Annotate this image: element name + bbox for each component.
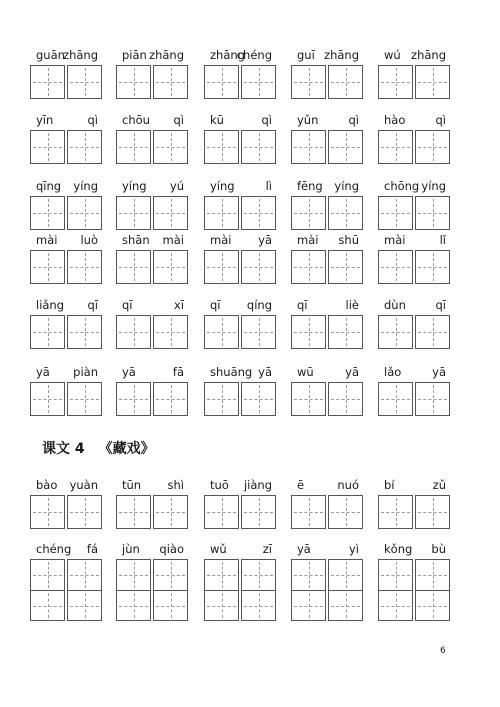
character-box[interactable] bbox=[30, 559, 65, 590]
pinyin-syllable: mài bbox=[210, 233, 232, 247]
character-box[interactable] bbox=[291, 130, 326, 164]
writing-boxes bbox=[378, 250, 450, 284]
page-number: 6 bbox=[440, 646, 446, 656]
pinyin-label bbox=[30, 477, 102, 493]
pinyin-label bbox=[378, 112, 450, 128]
writing-boxes bbox=[30, 495, 102, 529]
character-box[interactable] bbox=[415, 196, 450, 230]
character-box[interactable] bbox=[415, 382, 450, 416]
pinyin-label bbox=[378, 541, 450, 557]
character-box[interactable] bbox=[116, 559, 151, 590]
character-box[interactable] bbox=[153, 382, 188, 416]
character-box[interactable] bbox=[153, 65, 188, 99]
writing-boxes bbox=[291, 65, 363, 99]
character-box[interactable] bbox=[378, 495, 413, 529]
pinyin-label bbox=[30, 232, 102, 248]
writing-boxes bbox=[116, 495, 188, 529]
pinyin-syllable: mài bbox=[384, 233, 406, 247]
character-box[interactable] bbox=[116, 495, 151, 529]
pinyin-syllable: yíng bbox=[122, 179, 147, 193]
writing-boxes bbox=[204, 196, 276, 230]
pinyin-syllable: dùn bbox=[384, 298, 406, 312]
character-box[interactable] bbox=[153, 590, 188, 621]
pinyin-syllable: qī bbox=[297, 298, 308, 312]
pinyin-label bbox=[378, 178, 450, 194]
pinyin-syllable: shū bbox=[338, 233, 359, 247]
character-box[interactable] bbox=[378, 315, 413, 349]
pinyin-syllable: chéng bbox=[236, 48, 272, 62]
pinyin-syllable: yì bbox=[348, 542, 359, 556]
pinyin-syllable: jiàng bbox=[243, 478, 272, 492]
pinyin-syllable: qì bbox=[435, 113, 446, 127]
character-box[interactable] bbox=[67, 590, 102, 621]
writing-boxes bbox=[116, 65, 188, 99]
pinyin-syllable: wǔ bbox=[210, 542, 227, 556]
writing-boxes bbox=[30, 315, 102, 349]
writing-boxes bbox=[204, 559, 276, 621]
pinyin-label bbox=[30, 541, 102, 557]
pinyin-syllable: qī bbox=[122, 298, 133, 312]
pinyin-label bbox=[116, 112, 188, 128]
pinyin-syllable: wú bbox=[384, 48, 401, 62]
pinyin-syllable: qī bbox=[87, 298, 98, 312]
writing-boxes bbox=[378, 130, 450, 164]
pinyin-syllable: bí bbox=[384, 478, 395, 492]
pinyin-syllable: lǐ bbox=[439, 233, 446, 247]
character-box[interactable] bbox=[415, 315, 450, 349]
pinyin-label bbox=[116, 178, 188, 194]
character-box[interactable] bbox=[328, 196, 363, 230]
writing-boxes bbox=[116, 196, 188, 230]
pinyin-label bbox=[204, 541, 276, 557]
writing-boxes bbox=[116, 382, 188, 416]
writing-boxes bbox=[116, 130, 188, 164]
pinyin-syllable: yíng bbox=[421, 179, 446, 193]
writing-boxes bbox=[204, 382, 276, 416]
writing-boxes bbox=[291, 495, 363, 529]
character-box[interactable] bbox=[116, 590, 151, 621]
character-box[interactable] bbox=[328, 559, 363, 590]
writing-boxes bbox=[204, 250, 276, 284]
pinyin-syllable: yā bbox=[345, 365, 359, 379]
pinyin-label bbox=[30, 297, 102, 313]
character-box[interactable] bbox=[153, 196, 188, 230]
character-box[interactable] bbox=[116, 65, 151, 99]
character-box[interactable] bbox=[67, 315, 102, 349]
character-box[interactable] bbox=[328, 65, 363, 99]
pinyin-label bbox=[116, 541, 188, 557]
pinyin-label bbox=[291, 541, 363, 557]
pinyin-label bbox=[291, 477, 363, 493]
character-box[interactable] bbox=[116, 250, 151, 284]
writing-boxes bbox=[291, 130, 363, 164]
pinyin-syllable: guī bbox=[297, 48, 315, 62]
character-box[interactable] bbox=[204, 196, 239, 230]
writing-boxes bbox=[291, 250, 363, 284]
character-box[interactable] bbox=[328, 495, 363, 529]
character-box[interactable] bbox=[67, 130, 102, 164]
pinyin-syllable: yíng bbox=[73, 179, 98, 193]
pinyin-syllable: yā bbox=[36, 365, 50, 379]
pinyin-syllable: mài bbox=[297, 233, 319, 247]
pinyin-syllable: chōng bbox=[384, 179, 420, 193]
character-box[interactable] bbox=[291, 250, 326, 284]
character-box[interactable] bbox=[328, 130, 363, 164]
character-box[interactable] bbox=[204, 559, 239, 590]
pinyin-label bbox=[291, 112, 363, 128]
section-heading bbox=[42, 440, 155, 458]
pinyin-syllable: yíng bbox=[210, 179, 235, 193]
character-box[interactable] bbox=[378, 196, 413, 230]
character-box[interactable] bbox=[241, 65, 276, 99]
pinyin-syllable: yā bbox=[258, 365, 272, 379]
lesson-number: 课文 4 bbox=[42, 441, 85, 457]
character-box[interactable] bbox=[153, 315, 188, 349]
pinyin-syllable: qī bbox=[435, 298, 446, 312]
pinyin-syllable: lì bbox=[265, 179, 272, 193]
pinyin-syllable: shān bbox=[122, 233, 150, 247]
pinyin-syllable: kǒng bbox=[384, 542, 413, 556]
character-box[interactable] bbox=[378, 559, 413, 590]
writing-boxes bbox=[30, 196, 102, 230]
character-box[interactable] bbox=[378, 382, 413, 416]
character-box[interactable] bbox=[378, 590, 413, 621]
pinyin-label bbox=[204, 477, 276, 493]
character-box[interactable] bbox=[241, 250, 276, 284]
character-box[interactable] bbox=[291, 590, 326, 621]
pinyin-label bbox=[116, 364, 188, 380]
character-box[interactable] bbox=[204, 65, 239, 99]
character-box[interactable] bbox=[67, 65, 102, 99]
character-box[interactable] bbox=[204, 590, 239, 621]
character-box[interactable] bbox=[153, 250, 188, 284]
character-box[interactable] bbox=[241, 559, 276, 590]
pinyin-syllable: piàn bbox=[73, 365, 98, 379]
pinyin-syllable: yíng bbox=[334, 179, 359, 193]
character-box[interactable] bbox=[204, 315, 239, 349]
pinyin-syllable: fēng bbox=[297, 179, 323, 193]
pinyin-syllable: kū bbox=[210, 113, 224, 127]
pinyin-syllable: mài bbox=[162, 233, 184, 247]
pinyin-label bbox=[116, 47, 188, 63]
pinyin-syllable: yā bbox=[432, 365, 446, 379]
writing-boxes bbox=[204, 65, 276, 99]
character-box[interactable] bbox=[291, 559, 326, 590]
character-box[interactable] bbox=[30, 196, 65, 230]
pinyin-syllable: fá bbox=[86, 542, 98, 556]
pinyin-syllable: hào bbox=[384, 113, 406, 127]
pinyin-label bbox=[116, 477, 188, 493]
character-box[interactable] bbox=[153, 559, 188, 590]
character-box[interactable] bbox=[328, 382, 363, 416]
pinyin-syllable: qīng bbox=[36, 179, 62, 193]
pinyin-syllable: yā bbox=[297, 542, 311, 556]
pinyin-syllable: qíng bbox=[246, 298, 272, 312]
character-box[interactable] bbox=[153, 495, 188, 529]
pinyin-syllable: yuàn bbox=[69, 478, 98, 492]
character-box[interactable] bbox=[30, 250, 65, 284]
pinyin-label bbox=[378, 477, 450, 493]
pinyin-syllable: shuāng bbox=[210, 365, 253, 379]
character-box[interactable] bbox=[67, 250, 102, 284]
pinyin-syllable: bù bbox=[431, 542, 446, 556]
pinyin-label bbox=[378, 47, 450, 63]
character-box[interactable] bbox=[30, 315, 65, 349]
character-box[interactable] bbox=[241, 130, 276, 164]
pinyin-syllable: zhāng bbox=[210, 48, 245, 62]
character-box[interactable] bbox=[30, 495, 65, 529]
pinyin-syllable: xī bbox=[173, 298, 184, 312]
character-box[interactable] bbox=[378, 130, 413, 164]
character-box[interactable] bbox=[241, 382, 276, 416]
character-box[interactable] bbox=[291, 315, 326, 349]
character-box[interactable] bbox=[116, 382, 151, 416]
character-box[interactable] bbox=[116, 315, 151, 349]
pinyin-syllable: yǔn bbox=[297, 113, 319, 127]
character-box[interactable] bbox=[241, 590, 276, 621]
pinyin-label bbox=[378, 232, 450, 248]
character-box[interactable] bbox=[291, 495, 326, 529]
pinyin-syllable: tūn bbox=[122, 478, 142, 492]
pinyin-syllable: zhāng bbox=[411, 48, 446, 62]
pinyin-syllable: mài bbox=[36, 233, 58, 247]
pinyin-syllable: liè bbox=[345, 298, 359, 312]
pinyin-label bbox=[378, 297, 450, 313]
character-box[interactable] bbox=[67, 382, 102, 416]
pinyin-label bbox=[204, 297, 276, 313]
character-box[interactable] bbox=[116, 130, 151, 164]
pinyin-syllable: zǔ bbox=[432, 478, 446, 492]
pinyin-syllable: lǎo bbox=[384, 365, 402, 379]
writing-boxes bbox=[204, 315, 276, 349]
pinyin-syllable: qì bbox=[348, 113, 359, 127]
pinyin-label bbox=[30, 178, 102, 194]
character-box[interactable] bbox=[204, 250, 239, 284]
pinyin-syllable: nuó bbox=[337, 478, 359, 492]
pinyin-label bbox=[378, 364, 450, 380]
pinyin-syllable: chéng bbox=[36, 542, 72, 556]
writing-boxes bbox=[378, 559, 450, 621]
pinyin-label bbox=[291, 364, 363, 380]
character-box[interactable] bbox=[328, 590, 363, 621]
pinyin-syllable: shì bbox=[167, 478, 184, 492]
pinyin-syllable: qiào bbox=[159, 542, 184, 556]
writing-boxes bbox=[30, 559, 102, 621]
character-box[interactable] bbox=[291, 65, 326, 99]
pinyin-syllable: chōu bbox=[122, 113, 150, 127]
pinyin-label bbox=[291, 232, 363, 248]
character-box[interactable] bbox=[291, 196, 326, 230]
pinyin-syllable: zhāng bbox=[63, 48, 98, 62]
pinyin-label bbox=[204, 112, 276, 128]
pinyin-syllable: qī bbox=[210, 298, 221, 312]
character-box[interactable] bbox=[378, 250, 413, 284]
character-box[interactable] bbox=[204, 495, 239, 529]
pinyin-syllable: zhāng bbox=[324, 48, 359, 62]
pinyin-label bbox=[291, 47, 363, 63]
writing-boxes bbox=[116, 250, 188, 284]
character-box[interactable] bbox=[204, 130, 239, 164]
character-box[interactable] bbox=[241, 196, 276, 230]
character-box[interactable] bbox=[67, 196, 102, 230]
pinyin-label bbox=[204, 364, 276, 380]
writing-boxes bbox=[30, 65, 102, 99]
character-box[interactable] bbox=[415, 559, 450, 590]
writing-boxes bbox=[378, 315, 450, 349]
character-box[interactable] bbox=[415, 130, 450, 164]
writing-boxes bbox=[378, 495, 450, 529]
pinyin-label bbox=[291, 297, 363, 313]
pinyin-syllable: zhāng bbox=[149, 48, 184, 62]
writing-boxes bbox=[30, 250, 102, 284]
character-box[interactable] bbox=[291, 382, 326, 416]
writing-boxes bbox=[378, 196, 450, 230]
pinyin-label bbox=[116, 232, 188, 248]
pinyin-syllable: qì bbox=[87, 113, 98, 127]
writing-boxes bbox=[291, 196, 363, 230]
pinyin-syllable: qì bbox=[173, 113, 184, 127]
pinyin-label bbox=[204, 178, 276, 194]
pinyin-syllable: fā bbox=[172, 365, 184, 379]
pinyin-syllable: yú bbox=[169, 179, 184, 193]
pinyin-syllable: jùn bbox=[122, 542, 140, 556]
character-box[interactable] bbox=[241, 495, 276, 529]
pinyin-label bbox=[204, 232, 276, 248]
writing-boxes bbox=[30, 130, 102, 164]
pinyin-syllable: liǎng bbox=[36, 298, 65, 312]
lesson-title: 《藏戏》 bbox=[98, 441, 155, 457]
character-box[interactable] bbox=[30, 590, 65, 621]
pinyin-label bbox=[30, 364, 102, 380]
character-box[interactable] bbox=[67, 559, 102, 590]
character-box[interactable] bbox=[378, 65, 413, 99]
character-box[interactable] bbox=[328, 315, 363, 349]
character-box[interactable] bbox=[30, 65, 65, 99]
pinyin-label bbox=[116, 297, 188, 313]
pinyin-syllable: tuō bbox=[210, 478, 229, 492]
writing-boxes bbox=[291, 382, 363, 416]
pinyin-syllable: ē bbox=[297, 478, 305, 492]
writing-boxes bbox=[116, 315, 188, 349]
pinyin-syllable: wū bbox=[297, 365, 314, 379]
writing-boxes bbox=[116, 559, 188, 621]
character-box[interactable] bbox=[30, 382, 65, 416]
pinyin-syllable: yā bbox=[258, 233, 272, 247]
pinyin-label bbox=[30, 112, 102, 128]
writing-boxes bbox=[204, 495, 276, 529]
pinyin-label bbox=[30, 47, 102, 63]
character-box[interactable] bbox=[204, 382, 239, 416]
writing-boxes bbox=[204, 130, 276, 164]
writing-boxes bbox=[291, 559, 363, 621]
character-box[interactable] bbox=[30, 130, 65, 164]
character-box[interactable] bbox=[116, 196, 151, 230]
character-box[interactable] bbox=[415, 250, 450, 284]
pinyin-syllable: bào bbox=[36, 478, 58, 492]
character-box[interactable] bbox=[67, 495, 102, 529]
pinyin-syllable: yīn bbox=[36, 113, 54, 127]
pinyin-syllable: zī bbox=[262, 542, 272, 556]
writing-boxes bbox=[291, 315, 363, 349]
writing-boxes bbox=[30, 382, 102, 416]
character-box[interactable] bbox=[241, 315, 276, 349]
character-box[interactable] bbox=[415, 65, 450, 99]
pinyin-label bbox=[204, 47, 276, 63]
pinyin-label bbox=[291, 178, 363, 194]
pinyin-syllable: luò bbox=[80, 233, 98, 247]
pinyin-syllable: qì bbox=[261, 113, 272, 127]
writing-boxes bbox=[378, 382, 450, 416]
character-box[interactable] bbox=[153, 130, 188, 164]
writing-boxes bbox=[378, 65, 450, 99]
pinyin-syllable: guān bbox=[36, 48, 65, 62]
character-box[interactable] bbox=[328, 250, 363, 284]
character-box[interactable] bbox=[415, 590, 450, 621]
pinyin-syllable: yā bbox=[122, 365, 136, 379]
pinyin-syllable: piān bbox=[122, 48, 147, 62]
character-box[interactable] bbox=[415, 495, 450, 529]
